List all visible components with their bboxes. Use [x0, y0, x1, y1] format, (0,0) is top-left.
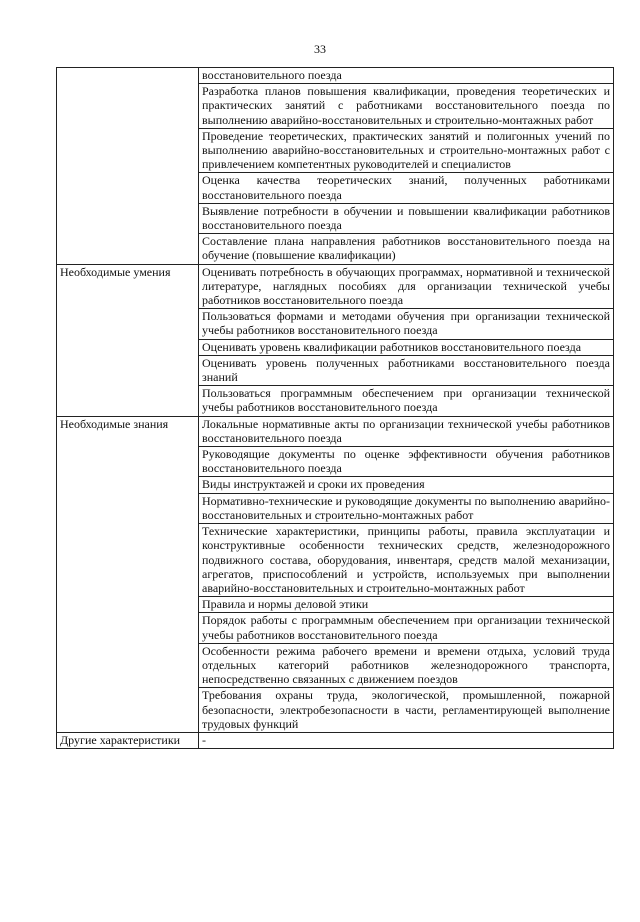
table-cell-item: Проведение теоретических, практических занятий и полигонных учений по выполнению аварийно-восстановительных и строительно-монтажных работ с привлечением компетентных руководителей и специалистов — [199, 128, 614, 173]
table-cell-item: Выявление потребности в обучении и повышении квалификации работников восстановительного поезда — [199, 203, 614, 233]
table-cell-item: - — [199, 732, 614, 748]
table-cell-item: Особенности режима рабочего времени и времени отдыха, условий труда отдельных категорий работников железнодорожного транспорта, непосредственно связанных с движением поездов — [199, 643, 614, 688]
page-number: 33 — [314, 42, 326, 56]
table-cell-item: Виды инструктажей и сроки их проведения — [199, 477, 614, 493]
table-row — [57, 68, 614, 84]
table-cell-item: Локальные нормативные акты по организации технической учебы работников восстановительного поезда — [199, 416, 614, 446]
table-cell-item: Нормативно-технические и руководящие документы по выполнению аварийно-восстановительных и строительно-монтажных работ — [199, 493, 614, 523]
table-cell-item: Пользоваться формами и методами обучения при организации технической учебы работников восстановительного поезда — [199, 309, 614, 339]
table-cell-item: Технические характеристики, принципы работы, правила эксплуатации и конструктивные особенности технических средств, железнодорожного подвижного состава, оборудования, инвентаря, средств малой механизации, агрегатов, приспособлений и устройств, используемых при выполнении аварийно-восстановительных и строительно-монтажных работ — [199, 524, 614, 597]
table-row — [57, 264, 614, 309]
row-group-label: Другие характеристики — [57, 732, 199, 748]
qualification-table — [56, 67, 614, 749]
row-group-label: Необходимые умения — [57, 264, 199, 416]
table-cell-item: восстановительного поезда — [199, 68, 614, 84]
table-cell-item: Оценивать уровень полученных работниками восстановительного поезда знаний — [199, 355, 614, 385]
table-cell-item: Составление плана направления работников восстановительного поезда на обучение (повышение квалификации) — [199, 234, 614, 264]
table-cell-item: Требования охраны труда, экологической, промышленной, пожарной безопасности, электробезопасности в части, регламентирующей выполнение трудовых функций — [199, 688, 614, 733]
table-cell-item: Оценивать потребность в обучающих программах, нормативной и технической литературе, наглядных пособиях для организации технической учебы работников восстановительного поезда — [199, 264, 614, 309]
row-group-label: Необходимые знания — [57, 416, 199, 732]
table-cell-item: Оценка качества теоретических знаний, полученных работниками восстановительного поезда — [199, 173, 614, 203]
table-cell-item: Пользоваться программным обеспечением при организации технической учебы работников восстановительного поезда — [199, 386, 614, 416]
table-cell-item: Порядок работы с программным обеспечением при организации технической учебы работников восстановительного поезда — [199, 613, 614, 643]
table-cell-item: Правила и нормы деловой этики — [199, 597, 614, 613]
row-group-label — [57, 68, 199, 265]
table-body — [57, 68, 614, 749]
table-cell-item: Разработка планов повышения квалификации, проведения теоретических и практических занятий с работниками восстановительного поезда по выполнению аварийно-восстановительных и строительно-монтажных работ — [199, 84, 614, 129]
table-cell-item: Руководящие документы по оценке эффективности обучения работников восстановительного поезда — [199, 447, 614, 477]
table-row — [57, 732, 614, 748]
table-cell-item: Оценивать уровень квалификации работников восстановительного поезда — [199, 339, 614, 355]
table-row — [57, 416, 614, 446]
